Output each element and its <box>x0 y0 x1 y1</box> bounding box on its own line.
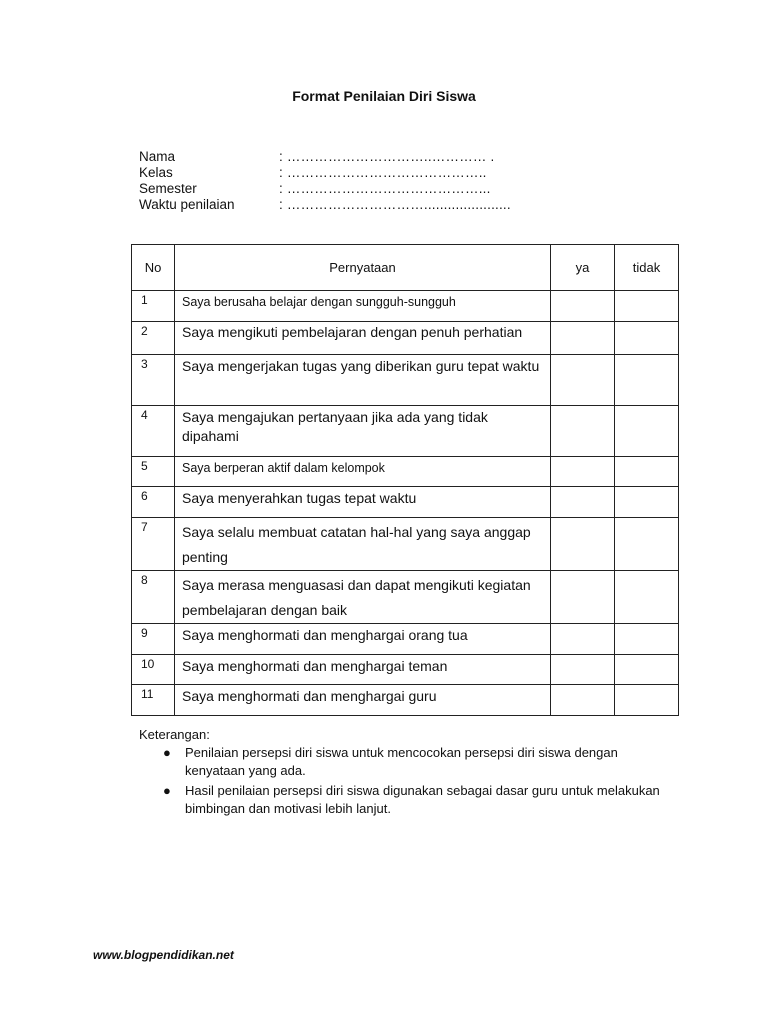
table-row <box>132 571 679 624</box>
list-item <box>139 744 679 780</box>
header-yes: ya <box>551 245 615 291</box>
notes-section <box>139 727 679 820</box>
row-statement: Saya menghormati dan menghargai guru <box>175 685 551 716</box>
identity-row-kelas <box>139 165 511 181</box>
yes-checkbox-cell[interactable] <box>551 322 615 355</box>
row-number: 8 <box>132 571 175 624</box>
row-statement: Saya mengikuti pembelajaran dengan penuh perhatian <box>175 322 551 355</box>
no-checkbox-cell[interactable] <box>615 487 679 518</box>
table-row <box>132 624 679 655</box>
yes-checkbox-cell[interactable] <box>551 655 615 685</box>
yes-checkbox-cell[interactable] <box>551 457 615 487</box>
no-checkbox-cell[interactable] <box>615 406 679 457</box>
identity-blank: : …………………………………….. <box>279 165 487 180</box>
row-statement: Saya selalu membuat catatan hal-hal yang saya anggap penting <box>175 518 551 571</box>
row-statement: Saya mengajukan pertanyaan jika ada yang tidak dipahami <box>175 406 551 457</box>
yes-checkbox-cell[interactable] <box>551 406 615 457</box>
identity-label: Semester <box>139 181 197 196</box>
table-row <box>132 322 679 355</box>
row-statement: Saya berperan aktif dalam kelompok <box>175 457 551 487</box>
identity-blank: : …………………………..………… . <box>279 149 495 164</box>
row-statement: Saya menyerahkan tugas tepat waktu <box>175 487 551 518</box>
table-row <box>132 685 679 716</box>
row-statement: Saya menghormati dan menghargai orang tua <box>175 624 551 655</box>
yes-checkbox-cell[interactable] <box>551 487 615 518</box>
table-row <box>132 457 679 487</box>
no-checkbox-cell[interactable] <box>615 291 679 322</box>
note-text: Hasil penilaian persepsi diri siswa digunakan sebagai dasar guru untuk melakukan bimbingan dan motivasi lebih lanjut. <box>185 783 660 816</box>
bullet-icon: ● <box>163 783 171 798</box>
no-checkbox-cell[interactable] <box>615 624 679 655</box>
no-checkbox-cell[interactable] <box>615 518 679 571</box>
header-no-answer: tidak <box>615 245 679 291</box>
table-row <box>132 291 679 322</box>
no-checkbox-cell[interactable] <box>615 355 679 406</box>
assessment-table <box>131 244 679 716</box>
row-statement: Saya berusaha belajar dengan sungguh-sungguh <box>175 291 551 322</box>
no-checkbox-cell[interactable] <box>615 655 679 685</box>
row-number: 2 <box>132 322 175 355</box>
yes-checkbox-cell[interactable] <box>551 571 615 624</box>
identity-section <box>139 149 511 213</box>
row-number: 1 <box>132 291 175 322</box>
document-title: Format Penilaian Diri Siswa <box>292 88 476 104</box>
table-row <box>132 487 679 518</box>
row-statement: Saya menghormati dan menghargai teman <box>175 655 551 685</box>
yes-checkbox-cell[interactable] <box>551 685 615 716</box>
list-item <box>139 782 679 818</box>
identity-blank: : …………………………...................... <box>279 197 511 212</box>
identity-label: Kelas <box>139 165 173 180</box>
yes-checkbox-cell[interactable] <box>551 624 615 655</box>
row-number: 10 <box>132 655 175 685</box>
row-number: 6 <box>132 487 175 518</box>
yes-checkbox-cell[interactable] <box>551 291 615 322</box>
identity-label: Waktu penilaian <box>139 197 235 212</box>
row-number: 5 <box>132 457 175 487</box>
identity-row-nama <box>139 149 511 165</box>
identity-blank: : ……………………………………... <box>279 181 491 196</box>
footer-url: www.blogpendidikan.net <box>93 948 234 962</box>
no-checkbox-cell[interactable] <box>615 571 679 624</box>
table-row <box>132 355 679 406</box>
identity-row-semester <box>139 181 511 197</box>
header-no: No <box>132 245 175 291</box>
row-statement: Saya merasa menguasasi dan dapat mengikuti kegiatan pembelajaran dengan baik <box>175 571 551 624</box>
table-row <box>132 655 679 685</box>
row-number: 3 <box>132 355 175 406</box>
row-number: 4 <box>132 406 175 457</box>
row-statement: Saya mengerjakan tugas yang diberikan guru tepat waktu <box>175 355 551 406</box>
table-row <box>132 518 679 571</box>
yes-checkbox-cell[interactable] <box>551 518 615 571</box>
table-header-row <box>132 245 679 291</box>
table-row <box>132 406 679 457</box>
row-number: 11 <box>132 685 175 716</box>
yes-checkbox-cell[interactable] <box>551 355 615 406</box>
identity-label: Nama <box>139 149 176 164</box>
no-checkbox-cell[interactable] <box>615 457 679 487</box>
notes-heading: Keterangan: <box>139 727 210 742</box>
row-number: 7 <box>132 518 175 571</box>
header-statement: Pernyataan <box>175 245 551 291</box>
no-checkbox-cell[interactable] <box>615 685 679 716</box>
identity-row-waktu <box>139 197 511 213</box>
bullet-icon: ● <box>163 745 171 760</box>
note-text: Penilaian persepsi diri siswa untuk mencocokan persepsi diri siswa dengan kenyataan yang ada. <box>185 745 618 778</box>
row-number: 9 <box>132 624 175 655</box>
no-checkbox-cell[interactable] <box>615 322 679 355</box>
notes-list <box>139 744 679 818</box>
